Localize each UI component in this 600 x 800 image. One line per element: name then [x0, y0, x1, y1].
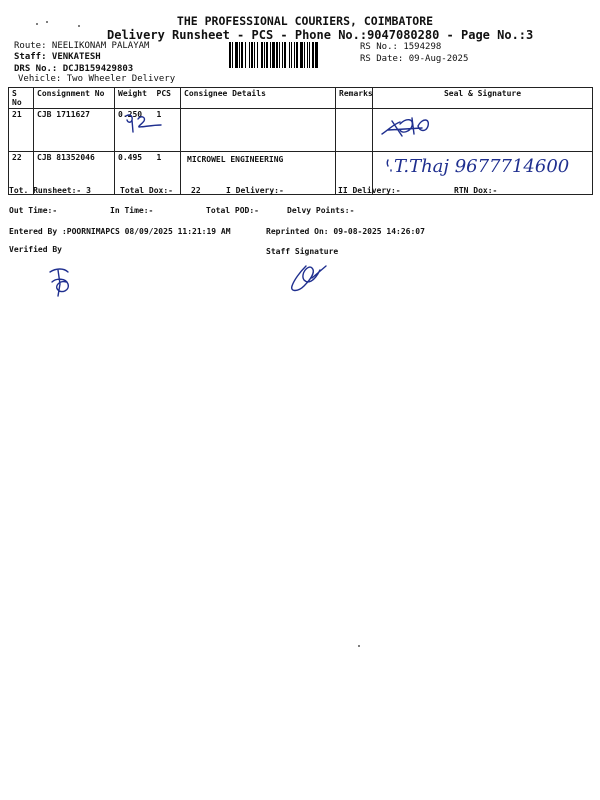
header-pcs: PCS [156, 89, 171, 98]
total-dox-label: Total Dox:- [120, 186, 173, 195]
header-remarks: Remarks [336, 88, 373, 109]
header-weight-pcs [115, 88, 181, 109]
entered-by: Entered By :POORNIMAPCS 08/09/2025 11:21:19 AM [9, 227, 231, 236]
total-pod-label: Total POD:- [206, 206, 259, 215]
out-time-label: Out Time:- [9, 206, 58, 215]
table-header-row [9, 88, 593, 109]
rs-date: RS Date: 09-Aug-2025 [360, 54, 469, 64]
total-runsheet: Tot. Runsheet:- 3 [9, 186, 91, 195]
cell-weight: 0.250 [118, 110, 143, 119]
cell-consignee: MICROWEL ENGINEERING [181, 152, 336, 195]
cell-sno: 21 [9, 109, 34, 152]
i-delivery-label: I Delivery:- [226, 186, 284, 195]
in-time-label: In Time:- [110, 206, 154, 215]
cell-consignee [181, 109, 336, 152]
verified-by-signature [44, 264, 78, 298]
cell-sno: 22 [9, 152, 34, 195]
header-sno: S No [9, 88, 34, 109]
vehicle-label: Vehicle: Two Wheeler Delivery [18, 74, 176, 84]
delivery-points-label: Delvy Points:- [287, 206, 355, 215]
rs-number: RS No.: 1594298 [360, 42, 442, 52]
header-weight: Weight [118, 89, 147, 98]
reprinted-on: Reprinted On: 09-08-2025 14:26:07 [266, 227, 425, 236]
header-consignment: Consignment No [34, 88, 115, 109]
seal-signature-row2 [382, 144, 588, 184]
cell-weight: 0.495 [118, 153, 143, 162]
total-dox-value: 22 [191, 186, 201, 195]
verified-by-label: Verified By [9, 245, 62, 254]
route-label: Route: NEELIKONAM PALAYAM [14, 41, 150, 51]
cell-consignment: CJB 81352046 [34, 152, 115, 195]
runsheet-title: Delivery Runsheet - PCS - Phone No.:9047080280 - Page No.:3 [107, 28, 534, 42]
drs-number: DRS No.: DCJB159429803 [14, 64, 134, 74]
weight-handwritten-mark [123, 112, 165, 136]
header-signature: Seal & Signature [373, 88, 593, 109]
rtn-dox-label: RTN Dox:- [454, 186, 498, 195]
staff-label: Staff: VENKATESH [14, 52, 101, 62]
seal-signature-row1 [378, 112, 438, 142]
header-consignee: Consignee Details [181, 88, 336, 109]
scan-speck [358, 645, 360, 647]
barcode-image [229, 42, 357, 68]
cell-remarks [336, 109, 373, 152]
staff-signature-label: Staff Signature [266, 247, 339, 256]
cell-pcs: 1 [156, 110, 162, 119]
handwritten-name-phone: T.Thaj 9677714600 [394, 156, 570, 177]
company-name: THE PROFESSIONAL COURIERS, COIMBATORE [176, 14, 434, 28]
ii-delivery-label: II Delivery:- [338, 186, 401, 195]
cell-pcs: 1 [156, 153, 162, 162]
cell-consignment: CJB 1711627 [34, 109, 115, 152]
staff-signature [286, 262, 330, 296]
